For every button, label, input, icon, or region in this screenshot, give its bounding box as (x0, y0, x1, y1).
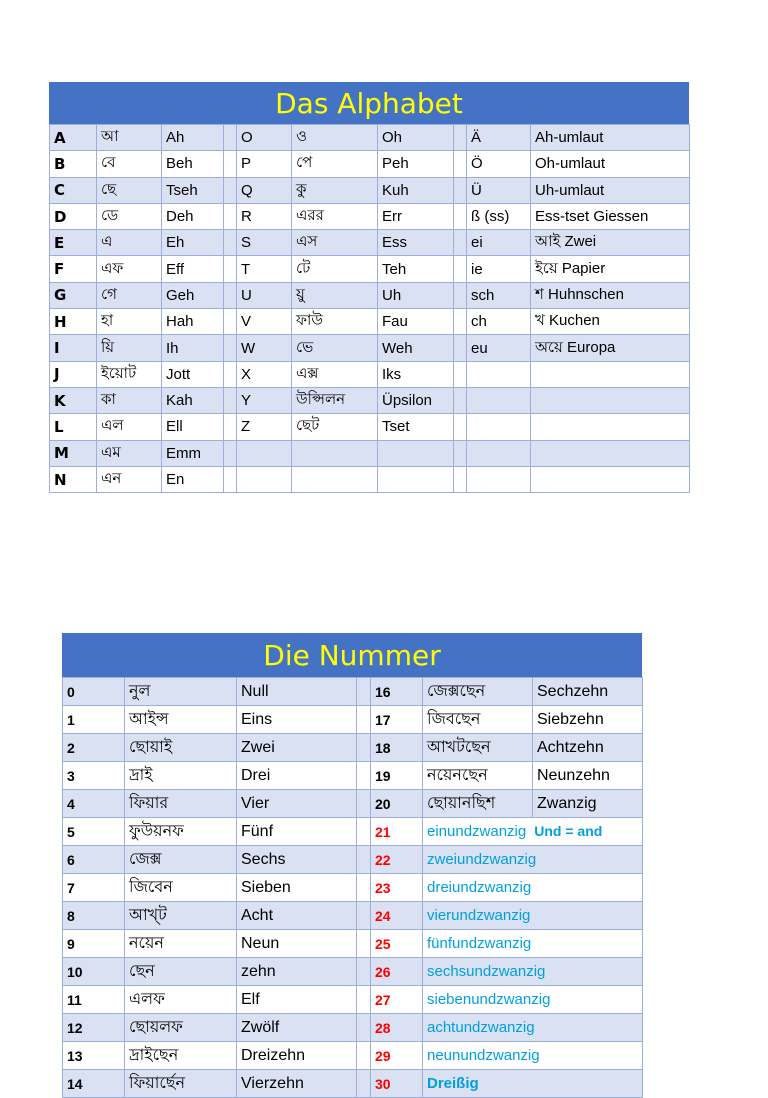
number-cell: 26 (371, 958, 423, 986)
number-cell: 27 (371, 986, 423, 1014)
german-word: siebenundzwanzig (427, 991, 551, 1008)
alphabet-row (50, 256, 690, 282)
bengali-cell: ছোয়াই (125, 734, 237, 762)
number-cell: 25 (371, 930, 423, 958)
bengali-cell: আ (97, 125, 162, 151)
pronunciation-cell: Iks (378, 361, 454, 387)
spacer-cell (357, 1070, 371, 1098)
german-word-cell (423, 1070, 643, 1098)
german-word: neunundzwanzig (427, 1047, 540, 1064)
bengali-cell: এফ (97, 256, 162, 282)
spacer-cell (454, 230, 467, 256)
alphabet-table (49, 124, 690, 493)
german-word-cell (423, 986, 643, 1014)
number-row (63, 958, 643, 986)
letter-cell: P (237, 151, 292, 177)
bengali-cell: ছেট (292, 414, 378, 440)
german-word: dreiundzwanzig (427, 879, 532, 896)
bengali-cell: ছেন (125, 958, 237, 986)
bengali-cell: ফুউয়নফ (125, 818, 237, 846)
pronunciation-cell: Teh (378, 256, 454, 282)
letter-cell: ie (467, 256, 531, 282)
bengali-cell: এস (292, 230, 378, 256)
spacer-cell (224, 466, 237, 492)
pronunciation-cell: Deh (162, 203, 224, 229)
bengali-cell: হা (97, 309, 162, 335)
number-row (63, 678, 643, 706)
bengali-cell: টে (292, 256, 378, 282)
number-cell: 20 (371, 790, 423, 818)
pronunciation-cell: Jott (162, 361, 224, 387)
pronunciation-cell: Ah (162, 125, 224, 151)
spacer-cell (224, 177, 237, 203)
bengali-cell: ইয়োট (97, 361, 162, 387)
pronunciation-cell: Ah-umlaut (531, 125, 690, 151)
bengali-cell: উপ্সিলন (292, 387, 378, 413)
number-row (63, 706, 643, 734)
bengali-cell: জিবছেন (423, 706, 533, 734)
german-cell: Sechs (237, 846, 357, 874)
german-word: fünfundzwanzig (427, 935, 532, 952)
number-cell: 22 (371, 846, 423, 874)
spacer-cell (454, 387, 467, 413)
german-cell: Sechzehn (533, 678, 643, 706)
letter-cell: W (237, 335, 292, 361)
german-word: zweiundzwanzig (427, 851, 537, 868)
letter-cell (237, 440, 292, 466)
spacer-cell (224, 361, 237, 387)
bengali-cell: এন (97, 466, 162, 492)
pronunciation-cell: শ Huhnschen (531, 282, 690, 308)
number-row (63, 1042, 643, 1070)
alphabet-row (50, 414, 690, 440)
spacer-cell (224, 414, 237, 440)
pronunciation-cell (531, 387, 690, 413)
number-row (63, 734, 643, 762)
letter-cell: A (50, 125, 97, 151)
letter-cell: J (50, 361, 97, 387)
number-cell: 1 (63, 706, 125, 734)
german-cell: Achtzehn (533, 734, 643, 762)
pronunciation-cell: Fau (378, 309, 454, 335)
spacer-cell (454, 282, 467, 308)
number-cell: 7 (63, 874, 125, 902)
number-row (63, 986, 643, 1014)
german-word-cell (423, 818, 643, 846)
pronunciation-cell: Err (378, 203, 454, 229)
spacer-cell (357, 958, 371, 986)
german-cell: Drei (237, 762, 357, 790)
letter-cell: ei (467, 230, 531, 256)
pronunciation-cell: Hah (162, 309, 224, 335)
bengali-cell: নয়েনছেন (423, 762, 533, 790)
letter-cell: ch (467, 309, 531, 335)
german-cell: Vierzehn (237, 1070, 357, 1098)
letter-cell: K (50, 387, 97, 413)
german-cell: Elf (237, 986, 357, 1014)
letter-cell: E (50, 230, 97, 256)
letter-cell: V (237, 309, 292, 335)
letter-cell (467, 387, 531, 413)
bengali-cell: ছোয়লফ (125, 1014, 237, 1042)
number-cell: 3 (63, 762, 125, 790)
number-row (63, 902, 643, 930)
number-cell: 21 (371, 818, 423, 846)
pronunciation-cell: অয়ে Europa (531, 335, 690, 361)
pronunciation-cell: Peh (378, 151, 454, 177)
bengali-cell: জেক্স (125, 846, 237, 874)
german-cell: Eins (237, 706, 357, 734)
german-cell: Dreizehn (237, 1042, 357, 1070)
letter-cell: O (237, 125, 292, 151)
pronunciation-cell: আই Zwei (531, 230, 690, 256)
alphabet-row (50, 177, 690, 203)
number-cell: 28 (371, 1014, 423, 1042)
german-cell: Zwanzig (533, 790, 643, 818)
pronunciation-cell (378, 466, 454, 492)
german-cell: Zwölf (237, 1014, 357, 1042)
pronunciation-cell: Tseh (162, 177, 224, 203)
pronunciation-cell: Üpsilon (378, 387, 454, 413)
number-cell: 12 (63, 1014, 125, 1042)
pronunciation-cell: En (162, 466, 224, 492)
bengali-cell: এলফ (125, 986, 237, 1014)
letter-cell: F (50, 256, 97, 282)
number-cell: 19 (371, 762, 423, 790)
letter-cell: X (237, 361, 292, 387)
bengali-cell: ফিয়ার (125, 790, 237, 818)
alphabet-row (50, 466, 690, 492)
letter-cell (467, 440, 531, 466)
letter-cell: S (237, 230, 292, 256)
pronunciation-cell: Beh (162, 151, 224, 177)
number-cell: 10 (63, 958, 125, 986)
alphabet-row (50, 335, 690, 361)
bengali-cell: ফাউ (292, 309, 378, 335)
pronunciation-cell: Kuh (378, 177, 454, 203)
german-word-cell (423, 930, 643, 958)
german-word: sechsundzwanzig (427, 963, 546, 980)
german-word-cell (423, 1042, 643, 1070)
bengali-cell: দ্রাইছেন (125, 1042, 237, 1070)
number-cell: 11 (63, 986, 125, 1014)
bengali-cell (292, 440, 378, 466)
pronunciation-cell (531, 466, 690, 492)
spacer-cell (454, 466, 467, 492)
german-cell: zehn (237, 958, 357, 986)
pronunciation-cell: Uh (378, 282, 454, 308)
numbers-table (62, 677, 643, 1098)
spacer-cell (454, 440, 467, 466)
german-cell: Null (237, 678, 357, 706)
spacer-cell (224, 282, 237, 308)
number-cell: 13 (63, 1042, 125, 1070)
spacer-cell (224, 440, 237, 466)
spacer-cell (357, 986, 371, 1014)
letter-cell (467, 361, 531, 387)
letter-cell (237, 466, 292, 492)
number-row (63, 818, 643, 846)
bengali-cell: কু (292, 177, 378, 203)
spacer-cell (357, 762, 371, 790)
letter-cell: Ä (467, 125, 531, 151)
letter-cell: N (50, 466, 97, 492)
alphabet-row (50, 230, 690, 256)
pronunciation-cell: Ess (378, 230, 454, 256)
letter-cell: R (237, 203, 292, 229)
pronunciation-cell: Weh (378, 335, 454, 361)
pronunciation-cell: Uh-umlaut (531, 177, 690, 203)
german-word: achtundzwanzig (427, 1019, 535, 1036)
german-word: einundzwanzig (427, 823, 527, 840)
letter-cell: H (50, 309, 97, 335)
number-row (63, 790, 643, 818)
number-cell: 9 (63, 930, 125, 958)
spacer-cell (357, 734, 371, 762)
spacer-cell (357, 902, 371, 930)
bengali-cell: এক্স (292, 361, 378, 387)
bengali-cell: য়ি (97, 335, 162, 361)
letter-cell: Y (237, 387, 292, 413)
spacer-cell (454, 256, 467, 282)
number-row (63, 762, 643, 790)
bengali-cell: দ্রাই (125, 762, 237, 790)
alphabet-row (50, 203, 690, 229)
pronunciation-cell (531, 361, 690, 387)
letter-cell: C (50, 177, 97, 203)
number-row (63, 1070, 643, 1098)
letter-cell: B (50, 151, 97, 177)
letter-cell: L (50, 414, 97, 440)
bengali-cell: আখ্ট (125, 902, 237, 930)
number-cell: 30 (371, 1070, 423, 1098)
german-word: Dreißig (427, 1075, 479, 1092)
bengali-cell: কা (97, 387, 162, 413)
german-word-cell (423, 958, 643, 986)
spacer-cell (224, 256, 237, 282)
bengali-cell: এরর (292, 203, 378, 229)
pronunciation-cell: Geh (162, 282, 224, 308)
spacer-cell (357, 846, 371, 874)
german-word-cell (423, 1014, 643, 1042)
spacer-cell (224, 151, 237, 177)
german-cell: Fünf (237, 818, 357, 846)
alphabet-row (50, 125, 690, 151)
pronunciation-cell: ইয়ে Papier (531, 256, 690, 282)
bengali-cell: জিবেন (125, 874, 237, 902)
pronunciation-cell: Ess-tset Giessen (531, 203, 690, 229)
number-cell: 24 (371, 902, 423, 930)
bengali-cell: ও (292, 125, 378, 151)
pronunciation-cell: Ell (162, 414, 224, 440)
german-word: vierundzwanzig (427, 907, 531, 924)
pronunciation-cell: Kah (162, 387, 224, 413)
spacer-cell (357, 790, 371, 818)
spacer-cell (224, 335, 237, 361)
spacer-cell (224, 203, 237, 229)
letter-cell: sch (467, 282, 531, 308)
letter-cell: Ö (467, 151, 531, 177)
letter-cell: eu (467, 335, 531, 361)
letter-cell: Q (237, 177, 292, 203)
number-row (63, 874, 643, 902)
number-cell: 2 (63, 734, 125, 762)
letter-cell: Ü (467, 177, 531, 203)
number-cell: 6 (63, 846, 125, 874)
letter-cell: Z (237, 414, 292, 440)
german-cell: Vier (237, 790, 357, 818)
spacer-cell (224, 387, 237, 413)
alphabet-title: Das Alphabet (49, 82, 689, 124)
letter-cell: ß (ss) (467, 203, 531, 229)
bengali-cell: ছোয়ানছিশ (423, 790, 533, 818)
letter-cell: G (50, 282, 97, 308)
pronunciation-cell (378, 440, 454, 466)
number-row (63, 930, 643, 958)
spacer-cell (357, 1014, 371, 1042)
pronunciation-cell (531, 440, 690, 466)
number-cell: 16 (371, 678, 423, 706)
spacer-cell (454, 309, 467, 335)
bengali-cell: গে (97, 282, 162, 308)
bengali-cell: জেক্সছেন (423, 678, 533, 706)
german-word-cell (423, 874, 643, 902)
letter-cell: U (237, 282, 292, 308)
bengali-cell: য়ু (292, 282, 378, 308)
spacer-cell (224, 230, 237, 256)
german-word-cell (423, 902, 643, 930)
number-cell: 18 (371, 734, 423, 762)
spacer-cell (454, 177, 467, 203)
number-cell: 17 (371, 706, 423, 734)
spacer-cell (454, 125, 467, 151)
bengali-cell: এ (97, 230, 162, 256)
spacer-cell (454, 151, 467, 177)
spacer-cell (454, 361, 467, 387)
spacer-cell (454, 414, 467, 440)
letter-cell (467, 466, 531, 492)
german-cell: Zwei (237, 734, 357, 762)
letter-cell (467, 414, 531, 440)
bengali-cell: আখটছেন (423, 734, 533, 762)
alphabet-row (50, 309, 690, 335)
alphabet-row (50, 282, 690, 308)
number-row (63, 846, 643, 874)
bengali-cell (292, 466, 378, 492)
letter-cell: M (50, 440, 97, 466)
letter-cell: D (50, 203, 97, 229)
pronunciation-cell: খ Kuchen (531, 309, 690, 335)
german-word-cell (423, 846, 643, 874)
pronunciation-cell: Emm (162, 440, 224, 466)
pronunciation-cell: Oh (378, 125, 454, 151)
german-cell: Siebzehn (533, 706, 643, 734)
number-cell: 5 (63, 818, 125, 846)
bengali-cell: বে (97, 151, 162, 177)
letter-cell: I (50, 335, 97, 361)
spacer-cell (454, 335, 467, 361)
bengali-cell: নুল (125, 678, 237, 706)
number-cell: 8 (63, 902, 125, 930)
spacer-cell (357, 930, 371, 958)
bengali-cell: ভে (292, 335, 378, 361)
and-note: Und = and (534, 823, 603, 839)
number-cell: 23 (371, 874, 423, 902)
bengali-cell: পে (292, 151, 378, 177)
alphabet-row (50, 387, 690, 413)
pronunciation-cell: Eff (162, 256, 224, 282)
spacer-cell (357, 678, 371, 706)
letter-cell: T (237, 256, 292, 282)
alphabet-row (50, 361, 690, 387)
number-cell: 4 (63, 790, 125, 818)
pronunciation-cell: Tset (378, 414, 454, 440)
spacer-cell (357, 818, 371, 846)
number-row (63, 1014, 643, 1042)
spacer-cell (357, 874, 371, 902)
spacer-cell (224, 125, 237, 151)
pronunciation-cell: Eh (162, 230, 224, 256)
numbers-title: Die Nummer (62, 633, 642, 677)
alphabet-row (50, 440, 690, 466)
number-cell: 0 (63, 678, 125, 706)
german-cell: Neun (237, 930, 357, 958)
bengali-cell: এল (97, 414, 162, 440)
bengali-cell: এম (97, 440, 162, 466)
german-cell: Neunzehn (533, 762, 643, 790)
bengali-cell: ডে (97, 203, 162, 229)
number-cell: 29 (371, 1042, 423, 1070)
spacer-cell (224, 309, 237, 335)
spacer-cell (357, 1042, 371, 1070)
alphabet-row (50, 151, 690, 177)
german-cell: Acht (237, 902, 357, 930)
spacer-cell (357, 706, 371, 734)
bengali-cell: ছে (97, 177, 162, 203)
number-cell: 14 (63, 1070, 125, 1098)
pronunciation-cell (531, 414, 690, 440)
german-cell: Sieben (237, 874, 357, 902)
bengali-cell: ফিয়ার্ছেন (125, 1070, 237, 1098)
pronunciation-cell: Oh-umlaut (531, 151, 690, 177)
bengali-cell: নয়েন (125, 930, 237, 958)
bengali-cell: আইন্স (125, 706, 237, 734)
spacer-cell (454, 203, 467, 229)
pronunciation-cell: Ih (162, 335, 224, 361)
